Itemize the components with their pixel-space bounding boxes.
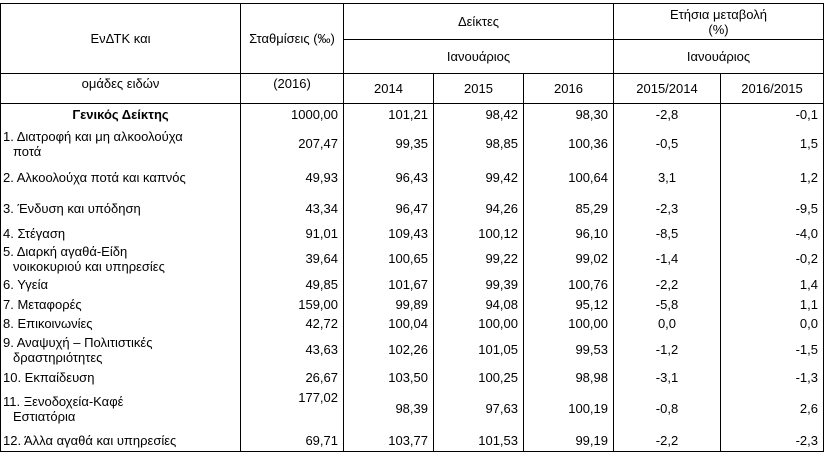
row-label: 4. Στέγαση — [1, 224, 241, 243]
table-row — [1, 275, 824, 295]
row-weight: 1000,00 — [241, 104, 344, 126]
row-change-1: 3,1 — [614, 162, 721, 193]
row-weight: 49,85 — [241, 275, 344, 295]
row-2016: 100,76 — [524, 275, 614, 295]
row-2016: 95,12 — [524, 295, 614, 314]
annual-change-line2: (%) — [708, 21, 729, 37]
header-year-2016: 2016 — [524, 74, 614, 104]
row-label: Γενικός Δείκτης — [1, 104, 241, 126]
row-change-2: -2,3 — [721, 430, 824, 452]
row-change-1: -3,1 — [614, 367, 721, 388]
row-2014: 102,26 — [344, 333, 434, 367]
row-label: 10. Εκπαίδευση — [1, 367, 241, 388]
table-row — [1, 430, 824, 452]
row-2016: 98,30 — [524, 104, 614, 126]
row-2016: 100,19 — [524, 388, 614, 430]
row-label-line2: ποτά — [13, 143, 42, 159]
row-change-2: 1,1 — [721, 295, 824, 314]
row-weight: 49,93 — [241, 162, 344, 193]
row-change-1: -2,2 — [614, 430, 721, 452]
row-2014: 103,50 — [344, 367, 434, 388]
row-change-1: -1,4 — [614, 243, 721, 275]
row-2016: 98,98 — [524, 367, 614, 388]
row-2016: 96,10 — [524, 224, 614, 243]
row-label — [1, 333, 241, 367]
row-2014: 101,21 — [344, 104, 434, 126]
header-indices: Δείκτες — [344, 4, 614, 40]
row-2015: 100,00 — [434, 314, 524, 333]
row-change-1: -5,8 — [614, 295, 721, 314]
row-change-2: -1,5 — [721, 333, 824, 367]
row-2014: 99,35 — [344, 126, 434, 162]
table-row — [1, 104, 824, 126]
row-label — [1, 388, 241, 430]
row-change-1: 0,0 — [614, 314, 721, 333]
table-row — [1, 295, 824, 314]
row-2015: 99,39 — [434, 275, 524, 295]
header-category-line1: ΕνΔΤΚ και — [1, 4, 241, 74]
table-row — [1, 162, 824, 193]
table-row — [1, 126, 824, 162]
row-2014: 100,65 — [344, 243, 434, 275]
row-2014: 101,67 — [344, 275, 434, 295]
row-change-2: -0,2 — [721, 243, 824, 275]
row-change-1: -2,2 — [614, 275, 721, 295]
row-label — [1, 243, 241, 275]
row-label — [1, 126, 241, 162]
table-row — [1, 193, 824, 224]
row-label-line1: 5. Διαρκή αγαθά-Είδη — [3, 243, 128, 259]
header-weights-line2: (2016) — [241, 74, 344, 104]
row-2014: 96,43 — [344, 162, 434, 193]
header-period-2015-2014: 2015/2014 — [614, 74, 721, 104]
row-2015: 101,05 — [434, 333, 524, 367]
row-label-line2: νοικοκυριού και υπηρεσίες — [13, 258, 165, 274]
table-row — [1, 314, 824, 333]
row-2015: 99,22 — [434, 243, 524, 275]
row-change-2: -0,1 — [721, 104, 824, 126]
row-2015: 98,42 — [434, 104, 524, 126]
row-weight: 91,01 — [241, 224, 344, 243]
row-2016: 99,53 — [524, 333, 614, 367]
annual-change-line1: Ετήσια μεταβολή — [669, 6, 768, 22]
row-2016: 99,02 — [524, 243, 614, 275]
row-change-2: 0,0 — [721, 314, 824, 333]
row-change-2: -1,3 — [721, 367, 824, 388]
row-change-1: -2,3 — [614, 193, 721, 224]
row-2014: 103,77 — [344, 430, 434, 452]
header-month-change: Ιανουάριος — [614, 40, 824, 74]
row-weight: 43,63 — [241, 333, 344, 367]
row-label: 2. Αλκοολούχα ποτά και καπνός — [1, 162, 241, 193]
row-2015: 99,42 — [434, 162, 524, 193]
row-change-2: 1,4 — [721, 275, 824, 295]
header-period-2016-2015: 2016/2015 — [721, 74, 824, 104]
cpi-table — [0, 3, 824, 452]
row-label-line1: 9. Αναψυχή – Πολιτιστικές — [3, 334, 153, 350]
row-2014: 109,43 — [344, 224, 434, 243]
row-change-1: -1,2 — [614, 333, 721, 367]
row-2015: 101,53 — [434, 430, 524, 452]
row-2016: 99,19 — [524, 430, 614, 452]
row-weight: 159,00 — [241, 295, 344, 314]
header-annual-change — [614, 4, 824, 40]
row-change-2: 2,6 — [721, 388, 824, 430]
table-row — [1, 388, 824, 430]
row-change-2: -9,5 — [721, 193, 824, 224]
row-change-1: -0,5 — [614, 126, 721, 162]
row-2015: 97,63 — [434, 388, 524, 430]
row-change-1: -8,5 — [614, 224, 721, 243]
row-label-line1: 11. Ξενοδοχεία-Καφέ — [3, 393, 124, 409]
row-label-line1: 1. Διατροφή και μη αλκοολούχα — [3, 128, 183, 144]
row-label-line2: δραστηριότητες — [13, 349, 103, 365]
row-label: 7. Μεταφορές — [1, 295, 241, 314]
table-row — [1, 224, 824, 243]
row-weight: 26,67 — [241, 367, 344, 388]
row-weight: 39,64 — [241, 243, 344, 275]
header-year-2015: 2015 — [434, 74, 524, 104]
row-change-2: 1,2 — [721, 162, 824, 193]
row-weight: 69,71 — [241, 430, 344, 452]
row-change-1: -0,8 — [614, 388, 721, 430]
row-label-line2: Εστιατόρια — [13, 408, 76, 424]
row-change-1: -2,8 — [614, 104, 721, 126]
row-2014: 98,39 — [344, 388, 434, 430]
table-row — [1, 243, 824, 275]
row-2014: 100,04 — [344, 314, 434, 333]
row-2016: 100,00 — [524, 314, 614, 333]
header-month-indices: Ιανουάριος — [344, 40, 614, 74]
table-row — [1, 333, 824, 367]
header-category-line2: ομάδες ειδών — [1, 74, 241, 104]
row-change-2: -4,0 — [721, 224, 824, 243]
row-label: 12. Άλλα αγαθά και υπηρεσίες — [1, 430, 241, 452]
row-2016: 85,29 — [524, 193, 614, 224]
row-weight: 207,47 — [241, 126, 344, 162]
row-2015: 100,25 — [434, 367, 524, 388]
row-2014: 96,47 — [344, 193, 434, 224]
row-label: 8. Επικοινωνίες — [1, 314, 241, 333]
row-2015: 100,12 — [434, 224, 524, 243]
row-2016: 100,36 — [524, 126, 614, 162]
row-2014: 99,89 — [344, 295, 434, 314]
row-weight: 42,72 — [241, 314, 344, 333]
row-2015: 94,26 — [434, 193, 524, 224]
row-2016: 100,64 — [524, 162, 614, 193]
row-weight: 43,34 — [241, 193, 344, 224]
header-year-2014: 2014 — [344, 74, 434, 104]
row-2015: 98,85 — [434, 126, 524, 162]
header-weights-line1: Σταθμίσεις (‰) — [241, 4, 344, 74]
row-label: 6. Υγεία — [1, 275, 241, 295]
row-change-2: 1,5 — [721, 126, 824, 162]
table-row — [1, 367, 824, 388]
row-weight: 177,02 — [241, 388, 344, 430]
row-2015: 94,08 — [434, 295, 524, 314]
row-label: 3. Ένδυση και υπόδηση — [1, 193, 241, 224]
